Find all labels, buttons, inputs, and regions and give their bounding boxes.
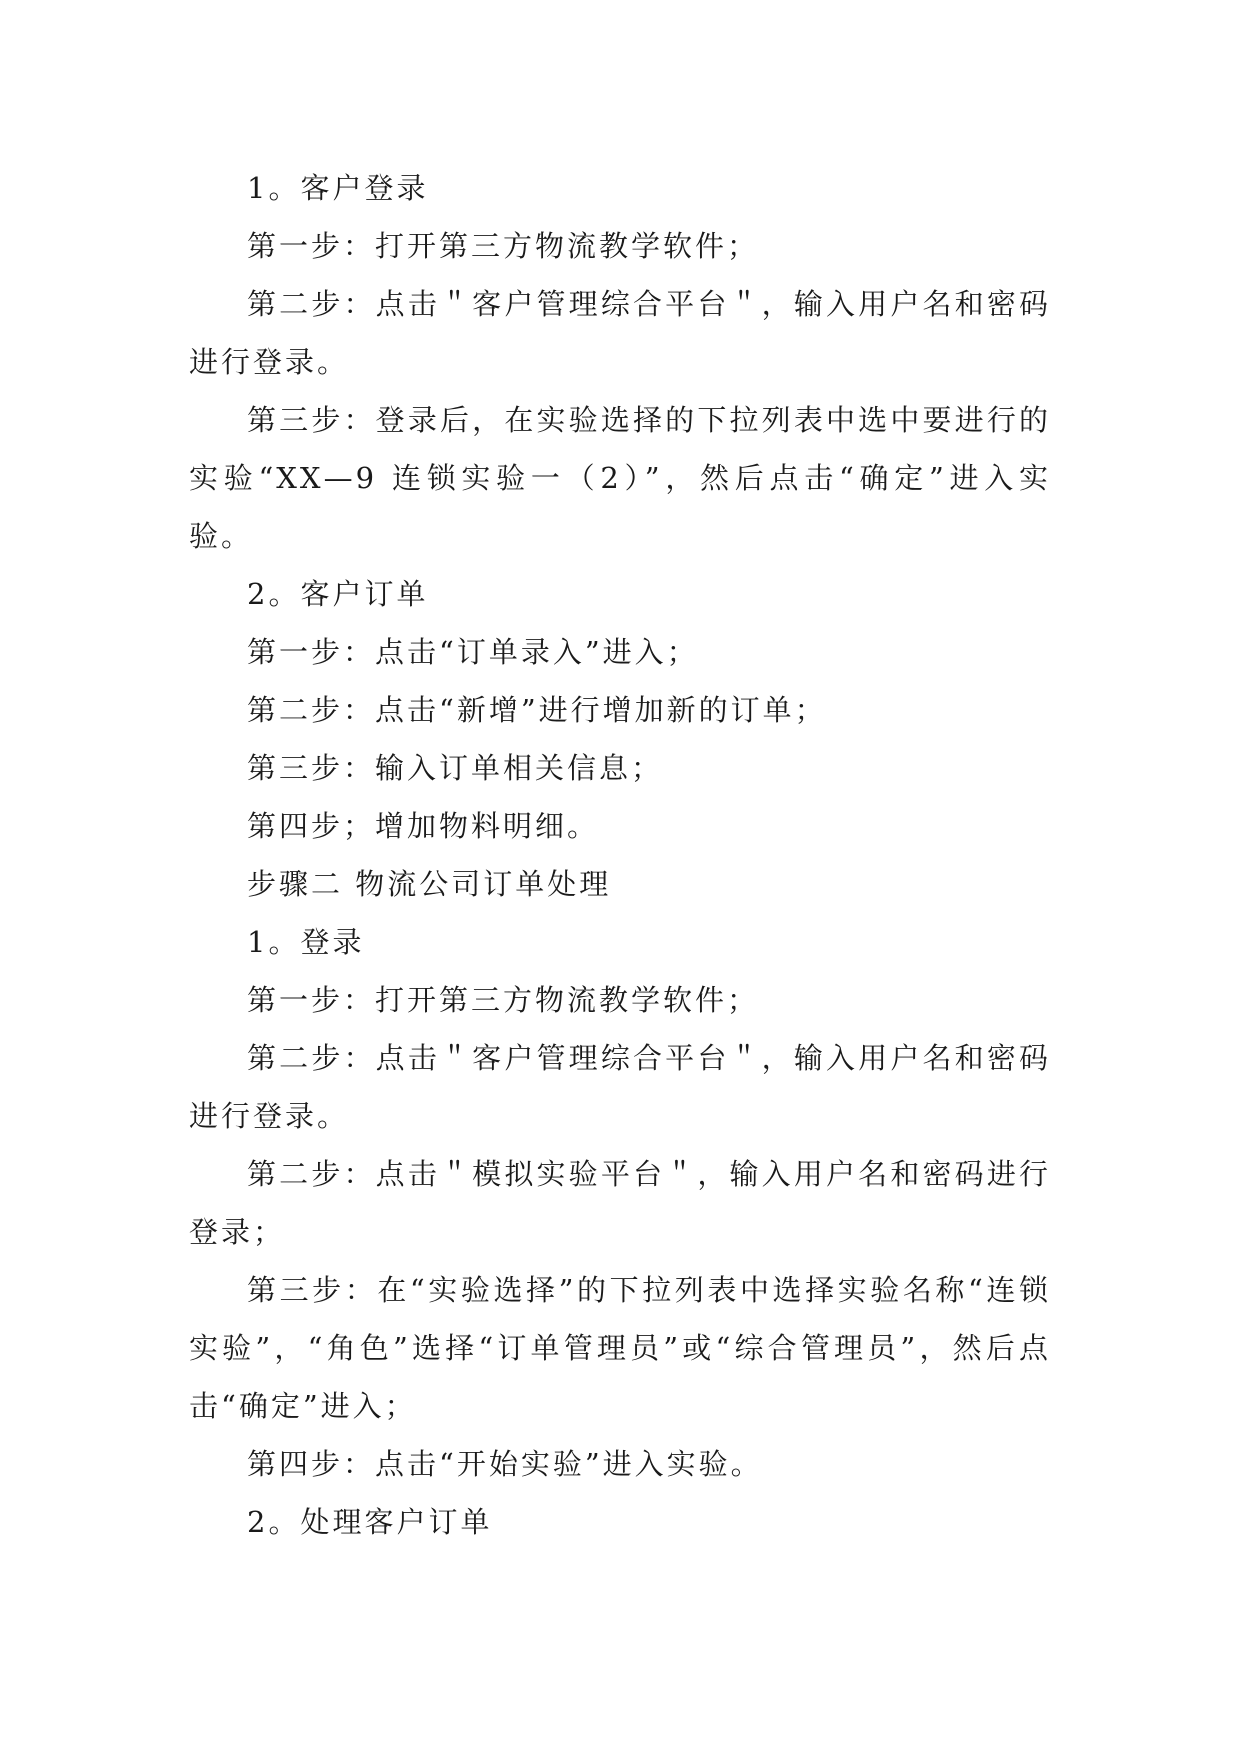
paragraph: 第一步：打开第三方物流教学软件； <box>247 983 760 1017</box>
paragraph: 第三步：在“实验选择”的下拉列表中选择实验名称“连锁实验”，“角色”选择“订单管理员”或“综合管理员”，然后点击“确定”进入； <box>189 1273 1051 1423</box>
paragraph: 第一步：打开第三方物流教学软件； <box>247 229 760 263</box>
document-body <box>189 159 1051 1551</box>
paragraph: 第三步：输入订单相关信息； <box>247 751 664 785</box>
paragraph: 第三步：登录后，在实验选择的下拉列表中选中要进行的实验“XX—9 连锁实验一（2）”，然后点击“确定”进入实验。 <box>189 403 1051 553</box>
heading-login: 1。登录 <box>247 925 365 959</box>
paragraph: 第二步：点击＂客户管理综合平台＂，输入用户名和密码进行登录。 <box>189 1041 1051 1133</box>
paragraph: 第一步：点击“订单录入”进入； <box>247 635 699 669</box>
paragraph: 第二步：点击＂模拟实验平台＂，输入用户名和密码进行登录； <box>189 1157 1051 1249</box>
heading-process-order: 2。处理客户订单 <box>247 1505 493 1539</box>
heading-customer-login: 1。客户登录 <box>247 171 429 205</box>
paragraph: 第二步：点击“新增”进行增加新的订单； <box>247 693 827 727</box>
paragraph: 第二步：点击＂客户管理综合平台＂，输入用户名和密码进行登录。 <box>189 287 1051 379</box>
paragraph: 第四步：点击“开始实验”进入实验。 <box>247 1447 763 1481</box>
heading-customer-order: 2。客户订单 <box>247 577 429 611</box>
paragraph: 第四步；增加物料明细。 <box>247 809 600 843</box>
section-heading: 步骤二 物流公司订单处理 <box>247 867 612 901</box>
